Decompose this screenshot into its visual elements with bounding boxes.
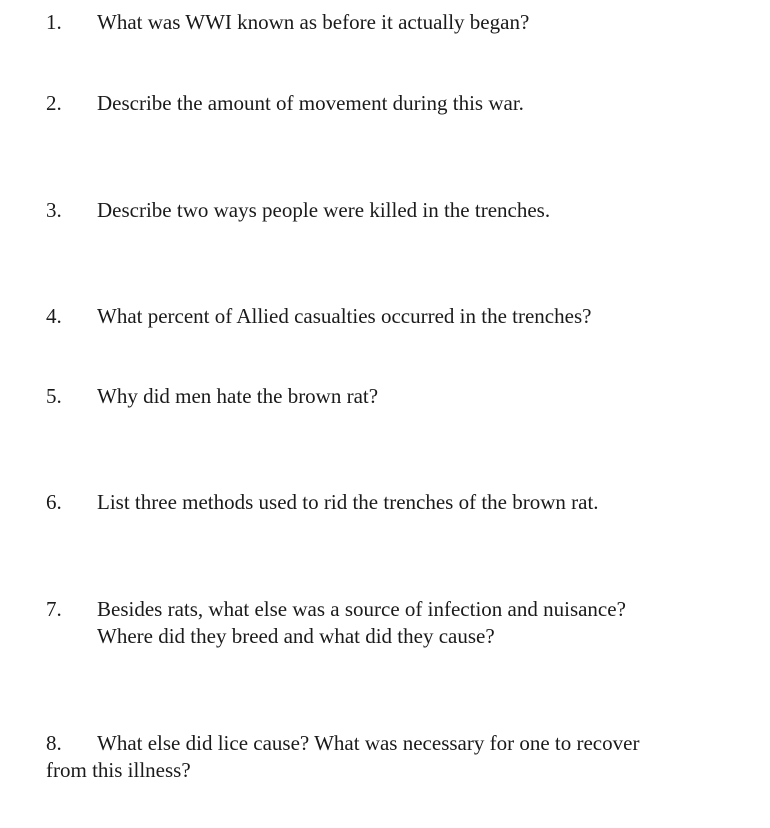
question-text-line-2: Where did they breed and what did they cause? [97,624,495,648]
question-number: 4. [46,304,62,328]
question-number: 7. [46,597,62,621]
question-number: 1. [46,10,62,34]
question-number: 5. [46,384,62,408]
question-text: Describe the amount of movement during this war. [97,91,524,115]
question-text-line-1: Besides rats, what else was a source of infection and nuisance? [97,597,626,621]
question-number: 3. [46,198,62,222]
question-text-line-1: What else did lice cause? What was necessary for one to recover [97,731,640,755]
question-text: What was WWI known as before it actually began? [97,10,530,34]
question-text-line-2: from this illness? [46,758,191,782]
question-text: Why did men hate the brown rat? [97,384,379,408]
question-number: 2. [46,91,62,115]
question-text: List three methods used to rid the trenches of the brown rat. [97,490,599,514]
question-number: 6. [46,490,62,514]
question-number: 8. [46,731,62,755]
question-text: What percent of Allied casualties occurred in the trenches? [97,304,592,328]
question-line-1 [46,730,639,757]
question-text: Describe two ways people were killed in the trenches. [97,198,551,222]
